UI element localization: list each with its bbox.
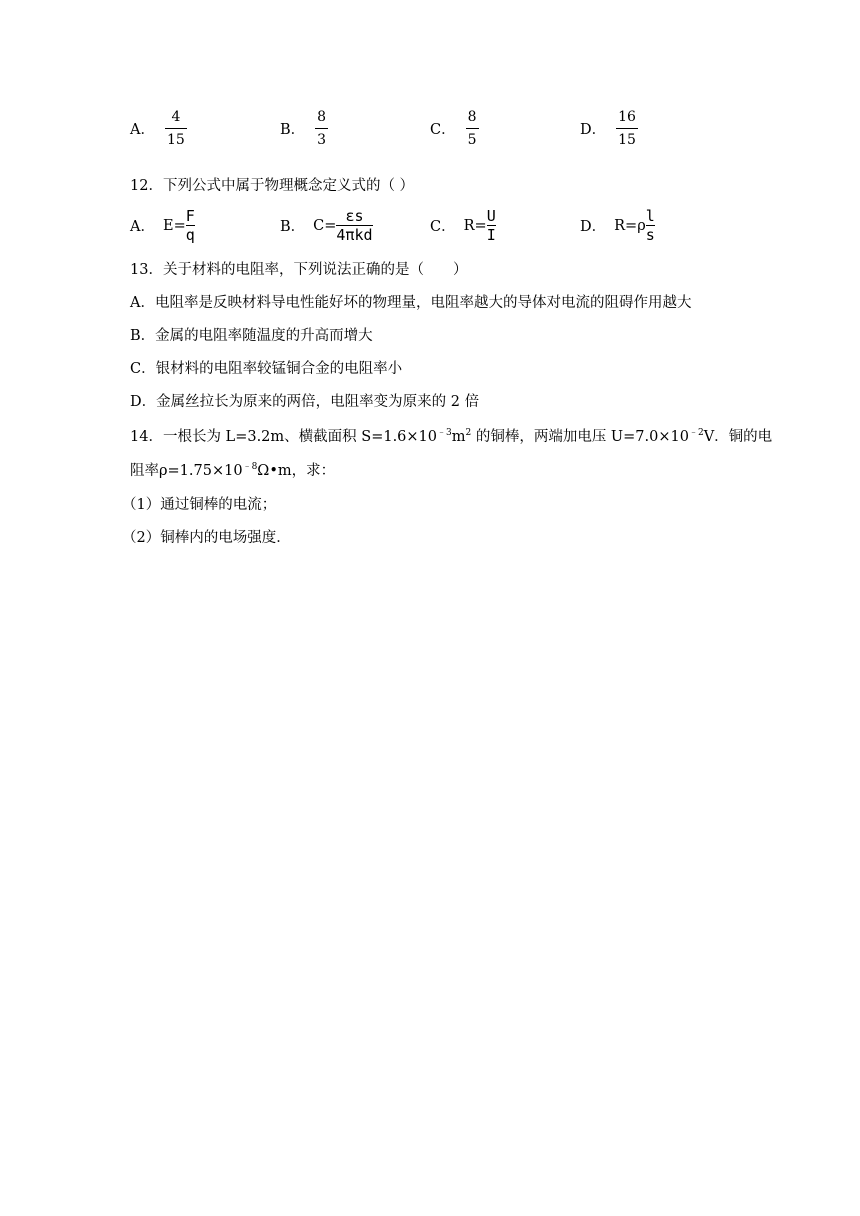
numerator: 8 [317, 109, 327, 125]
fraction [466, 108, 479, 149]
fraction [616, 108, 638, 149]
numerator: l [645, 207, 655, 225]
option-label: B． [280, 219, 306, 235]
exponent: ﹣2 [688, 428, 704, 438]
option-label: D． [580, 219, 607, 235]
formula-lhs: E= [162, 217, 186, 234]
exponent: ﹣8 [242, 462, 258, 472]
q12-stem: 12．下列公式中属于物理概念定义式的（ ） [130, 178, 415, 194]
q14-subquestion-1: （1）通过铜棒的电流； [122, 497, 277, 513]
denominator: 15 [166, 132, 185, 148]
fraction [315, 108, 328, 149]
numerator: 4 [171, 109, 181, 125]
denominator: 4πkd [336, 226, 373, 244]
fraction-bar [466, 128, 479, 129]
text-segment: V．铜的电 [703, 429, 773, 445]
numerator: 16 [618, 109, 636, 125]
fraction-bar [315, 128, 328, 129]
q12-option-a [130, 208, 195, 243]
numerator: 8 [467, 109, 477, 125]
q13-stem: 13．关于材料的电阻率，下列说法正确的是（ ） [130, 262, 468, 278]
q13-option-a: A．电阻率是反映材料导电性能好坏的物理量，电阻率越大的导体对电流的阻碍作用越大 [130, 295, 692, 311]
q12-option-b [280, 208, 373, 243]
q11-option-b [280, 108, 328, 149]
q11-option-c [430, 108, 479, 149]
exponent: 2 [465, 428, 472, 438]
denominator: 5 [467, 132, 477, 148]
q12-option-d [580, 208, 655, 243]
fraction-bar [616, 128, 638, 129]
formula-fraction [487, 208, 496, 243]
fraction [165, 108, 187, 149]
q12-option-c [430, 208, 496, 243]
formula-fraction [336, 208, 372, 243]
option-label: D． [580, 122, 607, 138]
formula-lhs: C= [313, 217, 337, 234]
denominator: q [185, 226, 195, 244]
numerator: F [185, 207, 195, 225]
q14-stem-line2 [130, 461, 335, 481]
q13-option-d: D．金属丝拉长为原来的两倍，电阻率变为原来的 2 倍 [130, 394, 480, 410]
option-label: C． [430, 219, 456, 235]
exponent: ﹣3 [437, 428, 452, 438]
option-label: A． [130, 219, 155, 235]
option-label: A． [130, 122, 155, 138]
q14-subquestion-2: （2）铜棒内的电场强度． [122, 530, 291, 546]
formula-fraction [186, 208, 195, 243]
q14-stem-line1 [130, 427, 772, 447]
option-label: C． [430, 122, 456, 138]
numerator: U [486, 207, 496, 225]
q13-option-b: B．金属的电阻率随温度的升高而增大 [130, 328, 373, 344]
numerator: εs [345, 207, 364, 225]
text-segment: 的铜棒，两端加电压 U=7.0×10 [471, 429, 689, 445]
formula-lhs: R=ρ [614, 217, 646, 234]
fraction-bar [165, 128, 187, 129]
denominator: s [645, 226, 655, 244]
denominator: 3 [317, 132, 327, 148]
text-segment: m [451, 429, 466, 445]
formula-lhs: R= [463, 217, 487, 234]
text-segment: 阻率ρ=1.75×10 [130, 463, 243, 479]
q11-option-d [580, 108, 638, 149]
q13-option-c: C．银材料的电阻率较锰铜合金的电阻率小 [130, 361, 403, 377]
text-segment: 14．一根长为 L=3.2m、横截面积 S=1.6×10 [130, 429, 437, 445]
q11-option-a [130, 108, 187, 149]
denominator: I [486, 226, 496, 244]
formula-fraction [646, 208, 655, 243]
option-label: B． [280, 122, 306, 138]
text-segment: Ω•m，求： [257, 463, 336, 479]
denominator: 15 [618, 132, 636, 148]
